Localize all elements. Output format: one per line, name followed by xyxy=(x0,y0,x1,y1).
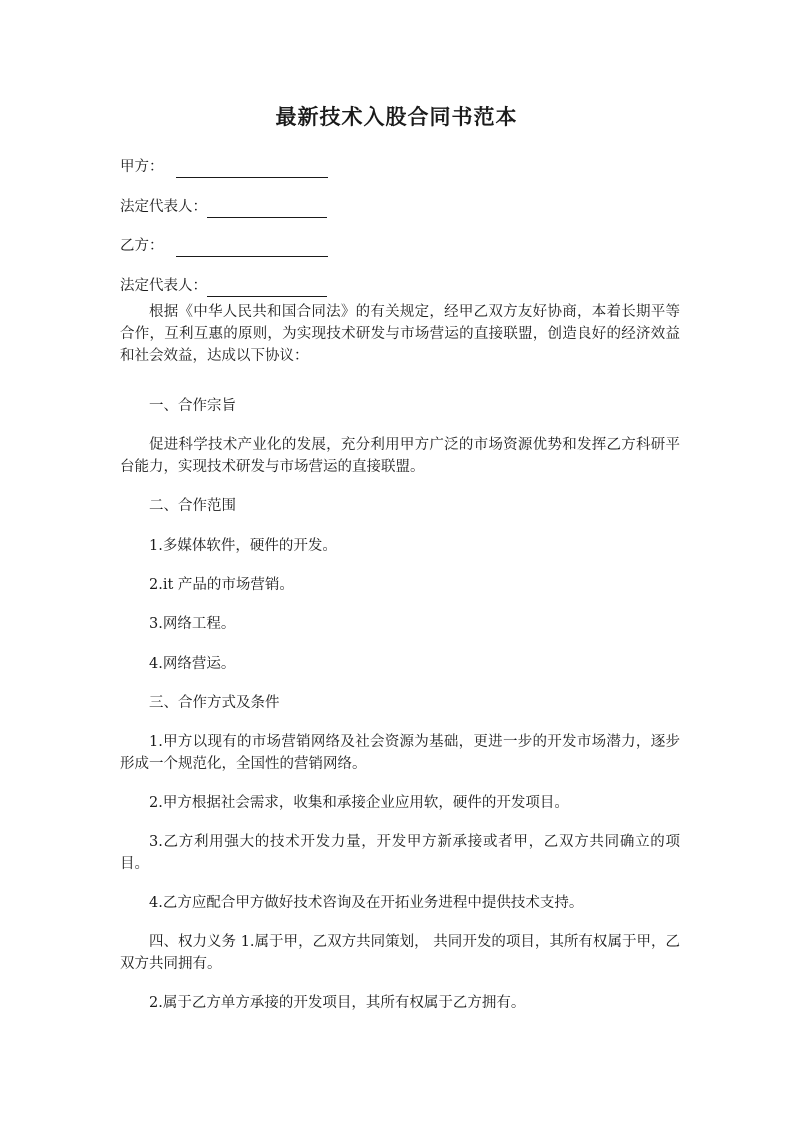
party-a-label: 甲方： xyxy=(120,159,164,175)
scope-item-2: 2.it 产品的市场营销。 xyxy=(149,577,294,593)
preamble-paragraph: 根据《中华人民共和国合同法》的有关规定，经甲乙双方友好协商，本着长期平等合作，互利互惠的原则，为实现技术研发与市场营运的直接联盟，创造良好的经济效益和社会效益，达成以下协议： xyxy=(120,304,680,364)
party-b-field xyxy=(120,235,328,257)
rights-item-2: 2.属于乙方单方承接的开发项目，其所有权属于乙方拥有。 xyxy=(149,995,526,1011)
party-a-representative-field xyxy=(120,196,327,218)
party-b-label: 乙方： xyxy=(120,238,164,254)
method-item-2: 2.甲方根据社会需求，收集和承接企业应用软，硬件的开发项目。 xyxy=(149,795,569,811)
party-b-blank-line xyxy=(176,238,328,257)
scope-item-4: 4.网络营运。 xyxy=(149,656,236,672)
method-item-4: 4.乙方应配合甲方做好技术咨询及在开拓业务进程中提供技术支持。 xyxy=(149,895,584,911)
scope-item-1: 1.多媒体软件，硬件的开发。 xyxy=(149,538,337,554)
purpose-paragraph: 促进科学技术产业化的发展，充分利用甲方广泛的市场资源优势和发挥乙方科研平台能力，实现技术研发与市场营运的直接联盟。 xyxy=(120,437,680,475)
party-a-blank-line xyxy=(176,159,328,178)
section-heading-scope: 二、合作范围 xyxy=(149,498,236,514)
party-b-representative-label: 法定代表人： xyxy=(120,278,207,294)
section-heading-method: 三、合作方式及条件 xyxy=(149,695,280,711)
party-a-field xyxy=(120,156,328,178)
document-title: 最新技术入股合同书范本 xyxy=(275,104,518,129)
party-a-representative-blank-line xyxy=(207,199,327,218)
method-item-1: 1.甲方以现有的市场营销网络及社会资源为基础，更进一步的开发市场潜力，逐步形成一个规范化，全国性的营销网络。 xyxy=(120,734,680,772)
section-heading-purpose: 一、合作宗旨 xyxy=(149,398,236,414)
method-item-3: 3.乙方利用强大的技术开发力量，开发甲方新承接或者甲，乙双方共同确立的项目。 xyxy=(120,834,680,872)
party-a-representative-label: 法定代表人： xyxy=(120,199,207,215)
party-b-representative-field xyxy=(120,275,327,297)
scope-item-3: 3.网络工程。 xyxy=(149,616,236,632)
section-heading-rights: 四、权力义务 1.属于甲，乙双方共同策划， 共同开发的项目，其所有权属于甲，乙双方共同拥有。 xyxy=(120,934,680,972)
party-b-representative-blank-line xyxy=(207,278,327,297)
